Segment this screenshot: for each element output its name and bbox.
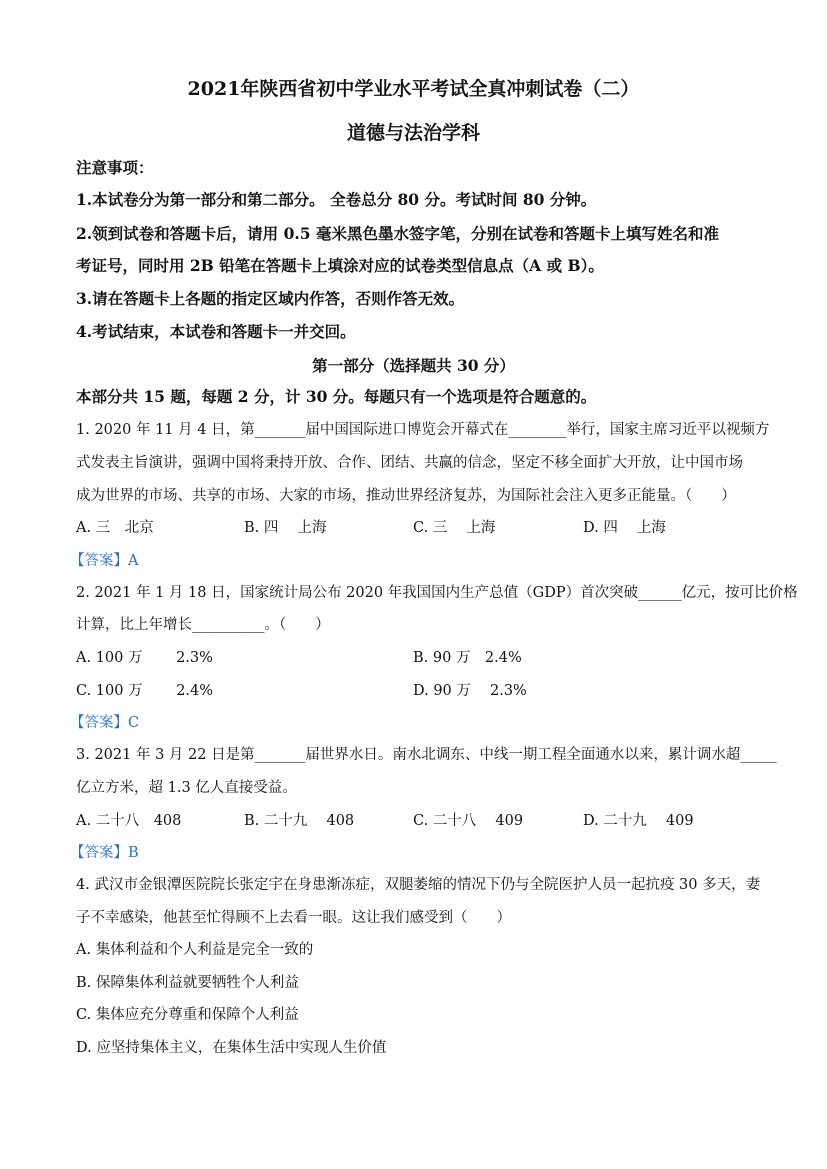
question-1-option-a[interactable]: A. 三 北京 xyxy=(76,520,154,536)
notes-heading: 注意事项： xyxy=(76,158,154,177)
question-2-option-c[interactable]: C. 100 万 2.4% xyxy=(76,683,214,699)
exam-title: 2021年陕西省初中学业水平考试全真冲刺试卷（二） xyxy=(187,78,640,100)
question-1-line: 式发表主旨演讲，强调中国将秉持开放、合作、团结、共赢的信念，坚定不移全面扩大开放，让中国市场 xyxy=(76,455,743,471)
question-1-option-b[interactable]: B. 四 上海 xyxy=(244,520,327,536)
note-item: 3.请在答题卡上各题的指定区域内作答，否则作答无效。 xyxy=(76,289,465,308)
note-item: 1.本试卷分为第一部分和第二部分。 全卷总分 80 分。考试时间 80 分钟。 xyxy=(76,190,597,209)
question-1-line: 成为世界的市场、共享的市场、大家的市场，推动世界经济复苏，为国际社会注入更多正能量。（ ） xyxy=(76,488,736,504)
note-item: 考证号，同时用 2B 铅笔在答题卡上填涂对应的试卷类型信息点（A 或 B）。 xyxy=(76,256,604,275)
question-1-line: 1. 2020 年 11 月 4 日，第_______届中国国际进口博览会开幕式在________举行，国家主席习近平以视频方 xyxy=(76,422,770,438)
question-4-option-b[interactable]: B. 保障集体利益就要牺牲个人利益 xyxy=(76,975,299,991)
section-title: 第一部分（选择题共 30 分） xyxy=(312,356,515,375)
question-1-option-c[interactable]: C. 三 上海 xyxy=(413,520,496,536)
question-2-line: 计算，比上年增长__________。（ ） xyxy=(76,617,330,633)
note-item: 2.领到试卷和答题卡后，请用 0.5 毫米黑色墨水签字笔，分别在试卷和答题卡上填写姓名和准 xyxy=(76,224,719,243)
question-4-line: 4. 武汉市金银潭医院院长张定宇在身患渐冻症，双腿萎缩的情况下仍与全院医护人员一起抗疫 30 多天，妻 xyxy=(76,877,761,893)
question-4-line: 子不幸感染，他甚至忙得顾不上去看一眼。这让我们感受到（ ） xyxy=(76,910,511,926)
question-3-option-c[interactable]: C. 二十八 409 xyxy=(413,813,524,829)
question-4-option-a[interactable]: A. 集体利益和个人利益是完全一致的 xyxy=(76,942,314,958)
question-4-option-d[interactable]: D. 应坚持集体主义，在集体生活中实现人生价值 xyxy=(76,1040,387,1056)
question-3-option-a[interactable]: A. 二十八 408 xyxy=(76,813,182,829)
question-1-answer: 【答案】A xyxy=(70,553,139,569)
question-3-option-b[interactable]: B. 二十九 408 xyxy=(244,813,355,829)
question-3-option-d[interactable]: D. 二十九 409 xyxy=(583,813,694,829)
question-2-option-b[interactable]: B. 90 万 2.4% xyxy=(413,650,522,666)
question-3-line: 3. 2021 年 3 月 22 日是第_______届世界水日。南水北调东、中线一期工程全面通水以来，累计调水超_____ xyxy=(76,747,777,763)
question-1-option-d[interactable]: D. 四 上海 xyxy=(583,520,666,536)
question-4-option-c[interactable]: C. 集体应充分尊重和保障个人利益 xyxy=(76,1007,299,1023)
section-instruction: 本部分共 15 题，每题 2 分，计 30 分。每题只有一个选项是符合题意的。 xyxy=(76,387,597,406)
question-3-answer: 【答案】B xyxy=(70,845,139,861)
question-2-option-d[interactable]: D. 90 万 2.3% xyxy=(413,683,527,699)
question-3-line: 亿立方米，超 1.3 亿人直接受益。 xyxy=(76,780,297,796)
question-2-option-a[interactable]: A. 100 万 2.3% xyxy=(76,650,213,666)
question-2-line: 2. 2021 年 1 月 18 日，国家统计局公布 2020 年我国国内生产总值（GDP）首次突破______亿元，按可比价格 xyxy=(76,585,798,601)
question-2-answer: 【答案】C xyxy=(70,715,140,731)
note-item: 4.考试结束，本试卷和答题卡一并交回。 xyxy=(76,322,356,341)
exam-subject: 道德与法治学科 xyxy=(346,122,480,144)
